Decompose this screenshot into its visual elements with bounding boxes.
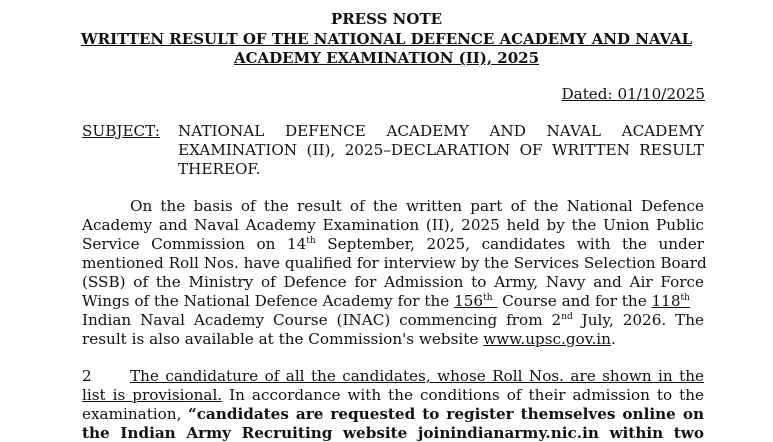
para2-line-3-text: examination, [82,405,188,423]
ordinal-suffix: th [483,293,493,303]
upsc-website-link[interactable]: www.upsc.gov.in [483,330,611,348]
para2-line-3 [82,407,704,422]
ordinal-suffix: th [306,236,316,246]
para1-line-5: (SSB) of the Ministry of Defence for Admission to Army, Navy and Air Force [82,273,704,291]
title-line-1: WRITTEN RESULT OF THE NATIONAL DEFENCE ACADEMY AND NAVAL [80,30,693,48]
nda-course-number [454,292,497,310]
title-line-2: ACADEMY EXAMINATION (II), 2025 [233,49,540,67]
para1-line-6-text-a: Wings of the National Defence Academy for the [82,292,455,310]
nda-course-value: 156 [454,292,484,310]
para1-line-8-text-b: . [610,330,616,348]
para1-line-7-text-b: July, 2026. The [572,311,704,329]
para1-line-7 [82,313,704,328]
press-note-heading: PRESS NOTE [330,10,443,28]
para1-line-3-text-a: Service Commission on 14 [82,235,307,253]
para1-line-6 [82,294,690,309]
para1-line-3 [82,237,704,252]
para1-line-8 [82,332,616,347]
provisional-note: list is provisional. [82,386,223,404]
subject-line-3: THEREOF. [178,160,261,178]
para2-line-4: the Indian Army Recruiting website joinindianarmy.nic.in within two [82,424,704,442]
para2-line-2 [82,388,704,403]
inac-course-number [652,292,690,310]
para2-number: 2 [82,367,92,385]
para1-line-8-text-a: result is also available at the Commission's website [82,330,484,348]
para2-line-1: The candidature of all the candidates, whose Roll Nos. are shown in the [130,367,704,385]
ordinal-suffix: th [680,293,690,303]
subject-label: SUBJECT: [82,122,160,140]
para2-line-2-text: In accordance with the conditions of their admission to the [222,386,704,404]
ordinal-suffix: nd [561,312,573,322]
inac-course-value: 118 [651,292,681,310]
para1-line-1: On the basis of the result of the written part of the National Defence [130,197,704,215]
subject-line-1: NATIONAL DEFENCE ACADEMY AND NAVAL ACADEMY [178,122,704,140]
subject-line-2: EXAMINATION (II), 2025–DECLARATION OF WRITTEN RESULT [178,141,704,159]
para1-line-7-text-a: Indian Naval Academy Course (INAC) commencing from 2 [82,311,562,329]
para1-line-6-text-b: Course and for the [497,292,652,310]
para1-line-2: Academy and Naval Academy Examination (II), 2025 held by the Union Public [82,216,704,234]
para1-line-4: mentioned Roll Nos. have qualified for interview by the Services Selection Board [82,254,707,272]
dated-label: Dated: 01/10/2025 [561,85,705,103]
registration-instruction: “candidates are requested to register themselves online on [187,405,704,423]
para1-line-3-text-b: September, 2025, candidates with the under [315,235,704,253]
